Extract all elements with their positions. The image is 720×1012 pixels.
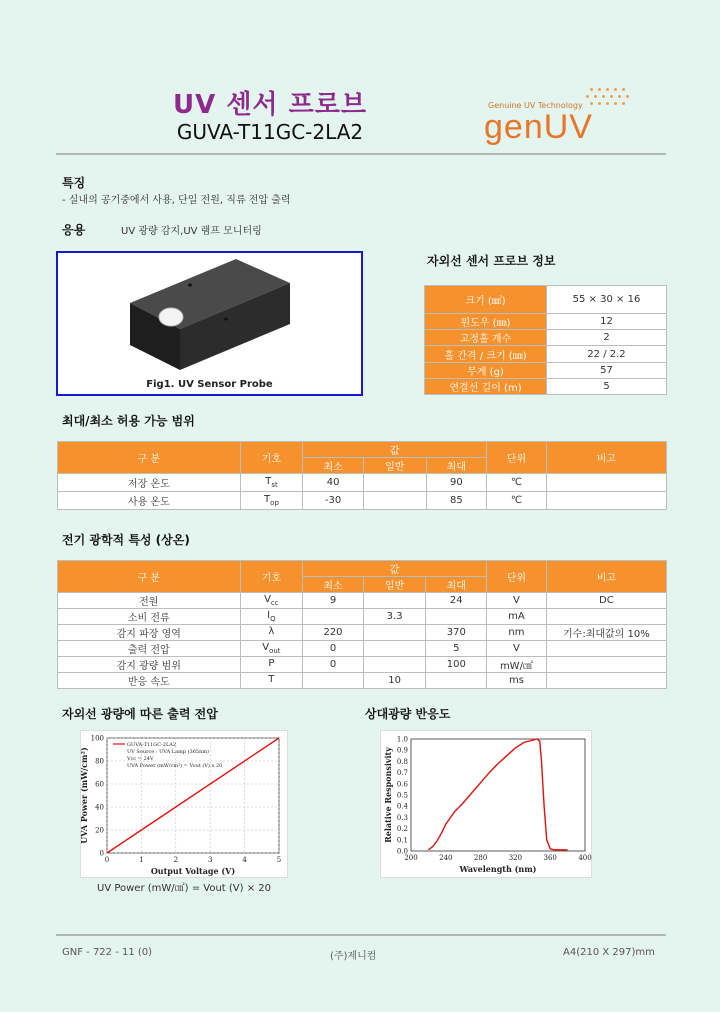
table-row: 연결선 길이 (m) 5: [425, 379, 667, 395]
table-row: 홀 간격 / 크기 (㎜) 22 / 2.2: [425, 346, 667, 363]
y-tick-label: 100: [90, 734, 104, 743]
y-tick-label: 0.5: [396, 791, 408, 800]
footer-rule: [56, 934, 666, 936]
footer-company: (주)제니컴: [330, 951, 377, 962]
y-tick-label: 0.8: [396, 757, 408, 766]
table-row: 감지 광량 범위 P 0 100 mW/㎠: [58, 657, 667, 673]
y-tick-label: 80: [95, 757, 104, 766]
table-row: 반응 속도 T 10 ms: [58, 673, 667, 689]
sensor-probe-image: [58, 253, 361, 394]
x-axis-label: Output Voltage (V): [150, 866, 236, 876]
footer-doc-code: GNF - 722 - 11 (0): [62, 947, 153, 958]
chart1-heading: 자외선 광량에 따른 출력 전압: [62, 707, 218, 721]
features-text: - 실내의 공기중에서 사용, 단일 전원, 직류 전압 출력: [62, 195, 291, 206]
range-table: 구 분 기호 값 단위 비고 최소 일반 최대 저장 온도 $T_{st}$ 40 90 ℃ 사용 온도 $T_{op}$ -30 85 ℃: [57, 441, 667, 510]
table-row: 감지 파장 영역 λ 220 370 nm 기수:최대값의 10%: [58, 625, 667, 641]
figure-caption: Fig1. UV Sensor Probe: [146, 379, 273, 390]
x-tick-label: 5: [276, 856, 282, 864]
logo-tagline: Genuine UV Technology: [488, 101, 583, 110]
features-heading: 특징: [62, 176, 86, 190]
electro-table: 구 분 기호 값 단위 비고 최소 일반 최대 전원 $V_{cc}$ 9 24 V DC 소비 전류 $I_Q$ 3.3 mA 감지 파장 영역 λ 220 370 nm 기수:최대값의 10% 출력 전압 $V_{out}$ 0 5 V 감지 광량 범위 P 0 100 mW/㎠ 반응 속도 T 10 ms: [57, 560, 667, 689]
x-tick-label: 320: [508, 854, 523, 862]
y-tick-label: 1.0: [396, 735, 408, 744]
y-tick-label: 0.3: [396, 813, 408, 822]
chart2-heading: 상대광량 반응도: [365, 707, 451, 721]
chart1-formula: UV Power (mW/㎠) = Vout (V) × 20: [97, 883, 272, 894]
model-number: GUVA-T11GC-2LA2: [176, 120, 364, 144]
plot-frame: [411, 739, 585, 851]
y-tick-label: 0.2: [396, 825, 408, 834]
table-row: 저장 온도 $T_{st}$ 40 90 ℃: [58, 474, 667, 492]
table-row: 윈도우 (㎜) 12: [425, 314, 667, 330]
y-axis-label: Relative Responsivity: [383, 747, 393, 843]
y-tick-label: 0.6: [396, 780, 408, 789]
sensor-probe-figure: [56, 251, 363, 396]
y-tick-label: 0: [99, 849, 104, 858]
company-logo: [480, 84, 660, 144]
y-tick-label: 60: [95, 780, 104, 789]
output-voltage-chart: [80, 730, 288, 878]
responsivity-chart: [380, 730, 592, 878]
electro-heading: 전기 광학적 특성 (상온): [62, 533, 190, 547]
table-row: 전원 $V_{cc}$ 9 24 V DC: [58, 593, 667, 609]
x-tick-label: 4: [242, 856, 247, 864]
page-title: UV 센서 프로브: [173, 90, 367, 120]
x-tick-label: 240: [439, 854, 453, 862]
y-tick-label: 0.7: [396, 769, 408, 778]
x-tick-label: 0: [104, 856, 110, 864]
table-row: 크기 (㎣) 55 × 30 × 16: [425, 286, 667, 314]
x-tick-label: 2: [173, 856, 179, 864]
header-rule: [56, 153, 666, 155]
x-tick-label: 360: [543, 854, 557, 862]
x-tick-label: 1: [139, 856, 144, 864]
application-heading: 응용: [62, 223, 86, 237]
probe-info-heading: 자외선 센서 프로브 정보: [427, 254, 556, 268]
table-row: 무게 (g) 57: [425, 363, 667, 379]
x-tick-label: 3: [207, 856, 213, 864]
probe-info-table: [424, 285, 667, 395]
logo-text: genUV: [484, 108, 593, 146]
y-tick-label: 0.9: [396, 746, 408, 755]
table-row: 고정홀 개수 2: [425, 330, 667, 346]
y-tick-label: 0.0: [396, 847, 408, 856]
legend-entry: UVA Power (mW/cm²) = Vout (V) x 20: [127, 763, 223, 769]
y-tick-label: 40: [95, 803, 104, 812]
table-row: 소비 전류 $I_Q$ 3.3 mA: [58, 609, 667, 625]
y-axis-label: UVA Power (mW/cm²): [79, 747, 89, 844]
x-tick-label: 280: [473, 854, 488, 862]
responsivity-chart-svg: [381, 731, 591, 877]
x-tick-label: 200: [404, 854, 418, 862]
table-row: 사용 온도 $T_{op}$ -30 85 ℃: [58, 492, 667, 510]
y-tick-label: 20: [95, 826, 104, 835]
x-axis-label: Wavelength (nm): [459, 864, 537, 874]
legend-entry: Vcc = 24V: [127, 756, 154, 762]
table-row: 출력 전압 $V_{out}$ 0 5 V: [58, 641, 667, 657]
output-voltage-chart-svg: [81, 731, 287, 877]
x-tick-label: 400: [578, 854, 592, 862]
y-tick-label: 0.4: [396, 802, 408, 811]
application-text: UV 광량 감지,UV 램프 모니터링: [121, 226, 262, 237]
legend-entry: UV Source : UVA Lamp (365nm): [127, 749, 210, 755]
table-header-row: 구 분 기호 값 단위 비고: [58, 561, 667, 577]
range-heading: 최대/최소 허용 가능 범위: [62, 414, 195, 428]
footer-paper-size: A4(210 X 297)mm: [563, 947, 655, 958]
legend-entry: GUVA-T11GC-2LA2: [127, 742, 177, 748]
y-tick-label: 0.1: [396, 836, 408, 845]
table-header-row: 구 분 기호 값 단위 비고: [58, 442, 667, 458]
